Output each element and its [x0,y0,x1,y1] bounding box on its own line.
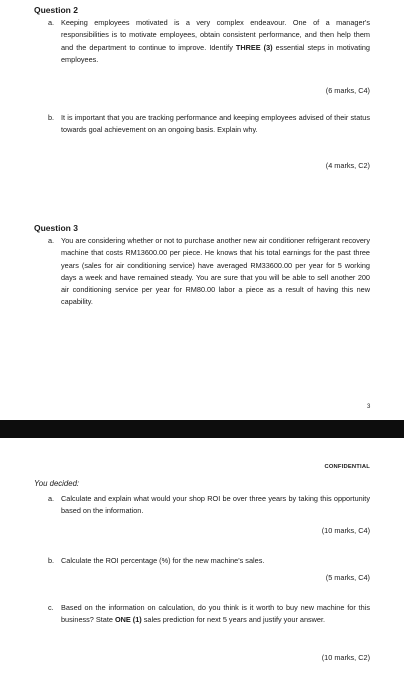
page-number: 3 [367,404,371,410]
question-2a-text-after: essential steps in motivating employees. [61,42,370,64]
item-letter: a. [48,236,55,245]
part-c-text-after: sales prediction for next 5 years and justify your answer. [141,615,326,625]
part-b-text: Calculate the ROI percentage (%) for the new machine's sales. [61,556,265,565]
question-2a-marks: (6 marks, C4) [325,86,370,95]
question-2a [48,17,370,69]
question-2b [48,112,370,152]
question-2b-marks: (4 marks, C2) [325,161,370,170]
part-c-text-before: Based on the information on calculation, do you think is it worth to buy new machine for this business? State [61,603,370,625]
part-b [48,555,370,569]
you-decided-label: You decided: [34,479,80,488]
item-letter: b. [48,556,55,565]
part-a-marks: (10 marks, C4) [321,526,370,535]
part-c-marks: (10 marks, C2) [321,653,370,662]
item-letter: b. [48,113,55,122]
part-a-text: Calculate and explain what would your shop ROI be over three years by taking this opportunity based on the information. [61,494,370,516]
page-bottom [0,438,404,700]
question-2a-text-before: Keeping employees motivated is a very complex endeavour. One of a manager's responsibilities is to motivate employees, obtain consistent performance, and then help them and the department to continue to improve. Identify [61,18,370,52]
question-3a-text: You are considering whether or not to purchase another new air conditioner refrigerant recovery machine that costs RM13600.00 per piece. He knows that his total earnings for the past three years (sales for air conditioning service) have averaged RM33600.00 per year for 5 working days a week and have remained steady. You are sure that you will be able to sell another 200 air conditioning service per year for RM80.00 labor a piece as a result of having this new capability. [61,236,370,307]
question-2-heading: Question 2 [34,5,78,15]
part-c-text [61,602,370,627]
item-letter: a. [48,494,55,503]
page-divider [0,420,404,438]
part-c-emphasis: ONE (1) [114,615,142,625]
question-3-heading: Question 3 [34,223,78,233]
question-2b-text: It is important that you are tracking performance and keeping employees advised of their status towards goal achievement on an ongoing basis. Explain why. [61,113,370,135]
confidential-label: CONFIDENTIAL [324,464,370,470]
question-3a [48,235,370,350]
part-a [48,493,370,521]
part-c [48,602,370,642]
item-letter: a. [48,18,55,27]
item-letter: c. [48,603,54,612]
question-2a-text [61,17,370,66]
question-2a-emphasis: THREE (3) [235,42,273,52]
part-b-marks: (5 marks, C4) [325,573,370,582]
